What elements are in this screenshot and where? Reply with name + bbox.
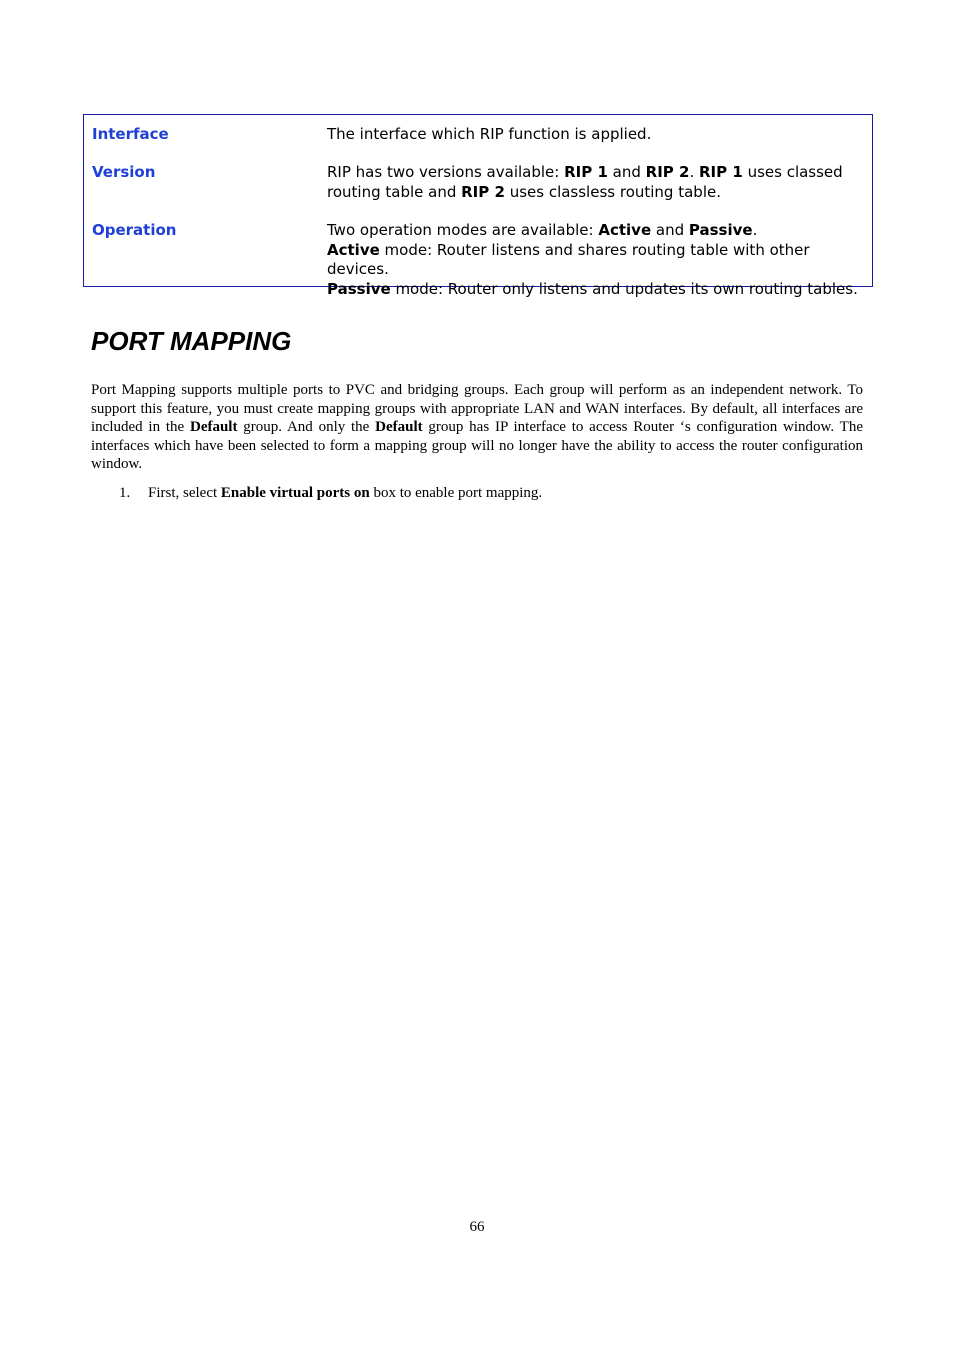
definition-table	[83, 114, 873, 298]
definition-desc	[327, 125, 867, 145]
text-run: group has IP interface to access Router ‘s configuration window. The interfaces which have been selected to form a mapping group will no longer have the ability to access the router configuration window.	[91, 419, 863, 472]
bold-text: RIP 1	[699, 163, 743, 181]
list-item-text	[148, 485, 542, 501]
definition-term: Version	[92, 163, 156, 181]
definition-term: Operation	[92, 221, 177, 239]
text-run: First, select	[148, 485, 221, 501]
definition-desc	[327, 221, 867, 299]
text-run: RIP has two versions available:	[327, 163, 565, 181]
bold-text: Active	[598, 221, 652, 239]
list-item	[91, 484, 863, 503]
definition-desc	[327, 163, 867, 202]
text-run: group. And only the	[237, 419, 376, 435]
bold-text: RIP 2	[645, 163, 690, 181]
text-run: and	[651, 221, 689, 239]
bold-text: Active	[327, 240, 380, 259]
text-run: and	[607, 163, 646, 181]
body-paragraph	[91, 381, 863, 474]
bold-text: Passive	[688, 221, 753, 239]
text-run: mode: Router listens and shares routing table with other devices.	[327, 240, 810, 278]
section-title: PORT MAPPING	[91, 326, 292, 356]
bold-text: Default	[189, 419, 238, 435]
text-run: Two operation modes are available:	[327, 221, 599, 239]
text-run: uses classless routing table.	[504, 182, 721, 201]
text-run: Port Mapping supports multiple ports to PVC and bridging groups. Each group will perform as an independent network. To support this feature, you must create mapping groups with appropriate LAN and WAN interfaces. By default, all interfaces are included in the	[91, 382, 863, 435]
bold-text: Default	[375, 419, 423, 435]
list-item-number: 1.	[119, 485, 131, 501]
bold-text: Passive	[327, 279, 391, 298]
text-run: The interface which RIP function is applied.	[327, 125, 652, 143]
page-number: 66	[469, 1219, 485, 1235]
text-run: .	[752, 221, 758, 239]
text-run: .	[689, 163, 699, 181]
definition-term: Interface	[92, 125, 169, 143]
bold-text: RIP 2	[461, 182, 505, 201]
text-run: box to enable port mapping.	[369, 485, 543, 501]
steps-list	[91, 484, 863, 503]
bold-text: Enable virtual ports on	[220, 485, 370, 501]
bold-text: RIP 1	[564, 163, 608, 181]
text-run: uses classed routing table and	[327, 163, 843, 201]
text-run: mode: Router only listens and updates its own routing tables.	[390, 279, 858, 298]
